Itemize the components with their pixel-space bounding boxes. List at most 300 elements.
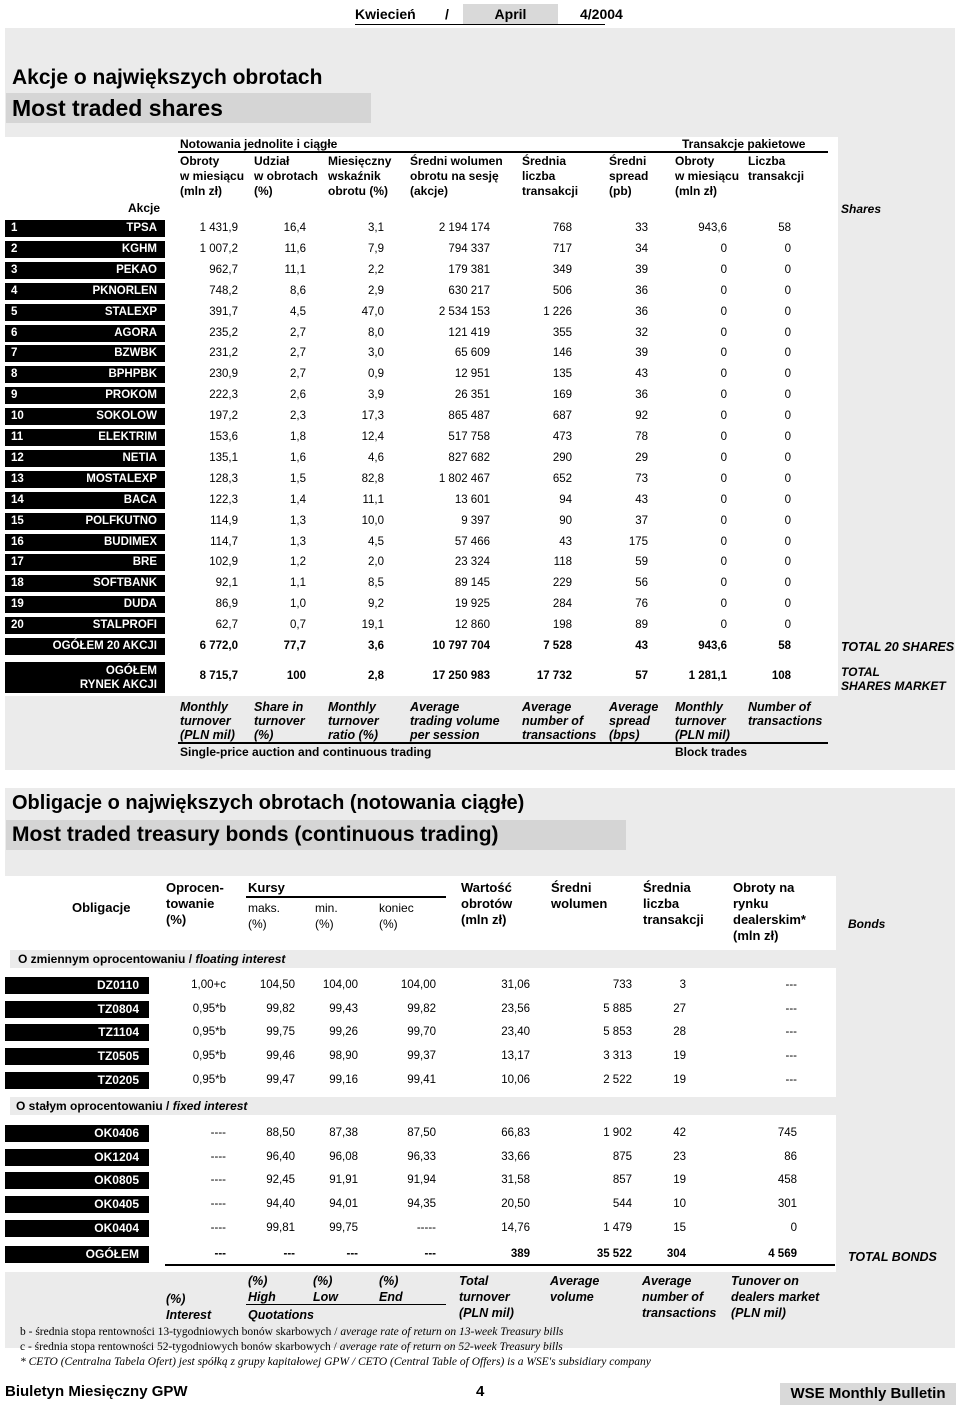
table-cell: 82,8 bbox=[361, 472, 384, 485]
header-wartosc-line: (mln zł) bbox=[461, 912, 507, 927]
table-cell: 1 902 bbox=[603, 1127, 632, 1139]
share-header-line: Obroty bbox=[675, 154, 715, 168]
table-row bbox=[0, 220, 830, 237]
table-cell: 12,4 bbox=[361, 431, 384, 443]
rank-number: 12 bbox=[11, 451, 24, 464]
totalmarket-en bbox=[841, 665, 946, 693]
table-cell: 3 bbox=[679, 979, 686, 991]
rank-number: 9 bbox=[11, 389, 18, 402]
table-cell: 43 bbox=[635, 368, 648, 381]
total-cell: 58 bbox=[778, 640, 791, 652]
share-header-line: Średni wolumen bbox=[410, 154, 503, 168]
table-cell: 15 bbox=[673, 1221, 686, 1234]
table-cell: 122,3 bbox=[209, 493, 238, 506]
total-cell: --- bbox=[424, 1248, 436, 1260]
share-header-line: transakcji bbox=[522, 184, 579, 198]
table-cell: 169 bbox=[552, 389, 572, 402]
table-cell: 11,6 bbox=[284, 242, 306, 255]
header-wartosc bbox=[461, 880, 512, 928]
header-srednia-line: Średnia bbox=[643, 880, 691, 895]
share-en-header-line: turnover bbox=[675, 714, 726, 728]
table-cell: 2,3 bbox=[290, 410, 306, 423]
table-cell: 355 bbox=[552, 326, 572, 339]
total-cell: 389 bbox=[510, 1248, 530, 1260]
en-avgnum-line: transactions bbox=[642, 1306, 717, 1320]
en-end bbox=[379, 1273, 403, 1305]
table-row bbox=[0, 241, 830, 258]
rank-number: 17 bbox=[11, 556, 24, 569]
table-cell: 0 bbox=[784, 472, 791, 485]
table-cell: 745 bbox=[777, 1127, 797, 1139]
table-row bbox=[0, 1149, 830, 1166]
shares-label: Shares bbox=[841, 202, 882, 216]
fixed-en: fixed interest bbox=[172, 1099, 248, 1113]
table-cell: 86 bbox=[784, 1150, 797, 1163]
table-row bbox=[0, 387, 830, 404]
header-obroty-line: rynku bbox=[733, 896, 769, 911]
table-cell: 0 bbox=[784, 347, 791, 360]
table-cell: 0 bbox=[784, 410, 791, 423]
header-rule-bottom bbox=[178, 742, 828, 744]
table-cell: 20,50 bbox=[501, 1198, 530, 1211]
table-cell: 0,95*b bbox=[192, 1073, 226, 1086]
table-row bbox=[0, 1072, 830, 1089]
table-cell: 13,17 bbox=[501, 1050, 530, 1063]
table-cell: 391,7 bbox=[209, 305, 238, 318]
table-cell: 39 bbox=[635, 263, 648, 276]
table-cell: 962,7 bbox=[209, 263, 238, 276]
table-cell: 90 bbox=[559, 514, 572, 527]
table-cell: 2,7 bbox=[290, 326, 306, 339]
total-cell: 17 732 bbox=[536, 670, 572, 682]
total-cell: 3,6 bbox=[368, 640, 384, 652]
share-name: BACA bbox=[123, 493, 157, 506]
share-header-line: w miesiącu bbox=[180, 169, 245, 183]
table-cell: 104,00 bbox=[322, 979, 358, 991]
share-name: STALEXP bbox=[104, 305, 157, 318]
table-cell: 0 bbox=[784, 577, 791, 590]
total-cell: 77,7 bbox=[283, 640, 306, 652]
table-cell: 65 609 bbox=[454, 347, 490, 360]
table-cell: 2,9 bbox=[368, 284, 384, 297]
bond-label: DZ0110 bbox=[5, 977, 149, 994]
table-cell: 0 bbox=[784, 326, 791, 339]
table-cell: 8,6 bbox=[290, 284, 306, 297]
table-cell: 827 682 bbox=[448, 451, 490, 464]
table-cell: 96,33 bbox=[407, 1150, 436, 1163]
table-cell: 36 bbox=[635, 389, 648, 402]
share-en-header-line: turnover bbox=[180, 714, 231, 728]
rank-number: 6 bbox=[11, 326, 18, 339]
table-cell: 26 351 bbox=[454, 389, 490, 402]
bonds-total-label: OGÓŁEM bbox=[5, 1246, 149, 1263]
header-obroty bbox=[733, 880, 806, 944]
header-sredni-line: wolumen bbox=[551, 896, 608, 911]
total-cell: 4 569 bbox=[768, 1248, 797, 1260]
rank-number: 8 bbox=[11, 368, 18, 381]
share-header-5 bbox=[609, 154, 648, 199]
table-cell: 56 bbox=[635, 577, 648, 590]
share-header-line: spread bbox=[609, 169, 649, 183]
table-cell: 94,40 bbox=[266, 1198, 295, 1211]
table-cell: 135,1 bbox=[209, 451, 238, 464]
en-dealers-line: dealers market bbox=[731, 1290, 820, 1304]
share-header-line: Miesięczny bbox=[328, 154, 392, 168]
table-cell: 7,9 bbox=[368, 242, 384, 255]
table-cell: 99,41 bbox=[407, 1073, 436, 1086]
table-cell: 0 bbox=[784, 598, 791, 611]
table-cell: 98,90 bbox=[329, 1050, 358, 1063]
table-row bbox=[0, 1024, 830, 1041]
table-cell: 99,46 bbox=[266, 1050, 295, 1063]
table-cell: 0 bbox=[720, 493, 727, 506]
table-cell: 39 bbox=[635, 347, 648, 360]
share-header-7 bbox=[748, 154, 804, 184]
note-c bbox=[20, 1341, 563, 1353]
en-total-line: Total bbox=[459, 1274, 489, 1288]
table-cell: ----- bbox=[416, 1221, 436, 1234]
header-srednia bbox=[643, 880, 704, 928]
en-avgvol-line: volume bbox=[550, 1290, 594, 1304]
table-cell: 0 bbox=[784, 451, 791, 464]
table-row bbox=[0, 977, 830, 994]
share-name: STALPROFI bbox=[92, 619, 157, 632]
header-maks-line: (%) bbox=[248, 917, 267, 931]
table-cell: 47,0 bbox=[361, 305, 384, 318]
table-cell: 875 bbox=[612, 1150, 632, 1163]
share-name: TPSA bbox=[126, 222, 157, 234]
en-total-line: (PLN mil) bbox=[459, 1306, 514, 1320]
table-cell: 0 bbox=[720, 431, 727, 443]
table-cell: 57 466 bbox=[454, 535, 490, 548]
table-cell: 0 bbox=[720, 305, 727, 318]
share-en-header-line: turnover bbox=[328, 714, 379, 728]
share-name: PEKAO bbox=[116, 263, 157, 276]
table-cell: 0 bbox=[720, 619, 727, 632]
header-sredni-line: Średni bbox=[551, 880, 592, 895]
totalmarket-label-1: OGÓŁEM bbox=[105, 665, 157, 677]
obligacje-label: Obligacje bbox=[72, 900, 131, 915]
share-header-3 bbox=[410, 154, 503, 199]
total-cell: 943,6 bbox=[698, 640, 727, 652]
table-cell: 4,5 bbox=[290, 305, 306, 318]
share-en-header-line: transactions bbox=[522, 728, 597, 742]
table-cell: 114,9 bbox=[210, 514, 238, 527]
share-header-line: w miesiącu bbox=[675, 169, 740, 183]
table-row bbox=[0, 1220, 830, 1237]
table-row bbox=[0, 1172, 830, 1189]
table-cell: 2,7 bbox=[290, 347, 306, 360]
table-cell: 0,95*b bbox=[192, 1050, 226, 1063]
rank-number: 13 bbox=[11, 472, 24, 485]
share-name: SOFTBANK bbox=[93, 577, 157, 590]
total-cell: 17 250 983 bbox=[432, 670, 490, 682]
table-cell: --- bbox=[785, 1050, 797, 1063]
floating-section bbox=[10, 950, 836, 968]
table-cell: 14,76 bbox=[501, 1221, 530, 1234]
table-cell: 128,3 bbox=[209, 472, 238, 485]
table-cell: 229 bbox=[552, 577, 572, 590]
table-cell: 544 bbox=[612, 1198, 632, 1211]
header-wartosc-line: obrotów bbox=[461, 896, 513, 911]
en-interest-line: Interest bbox=[166, 1308, 212, 1322]
share-en-header-line: spread bbox=[609, 714, 650, 728]
header-obroty-line: (mln zł) bbox=[733, 928, 779, 943]
header-koniec bbox=[379, 900, 414, 932]
header-maks-line: maks. bbox=[248, 901, 281, 915]
rank-number: 19 bbox=[11, 598, 24, 611]
table-cell: 8,0 bbox=[368, 326, 384, 339]
table-cell: 1,3 bbox=[290, 535, 306, 548]
header-srednia-line: transakcji bbox=[643, 912, 704, 927]
share-name: AGORA bbox=[114, 326, 157, 339]
total-cell: 1 281,1 bbox=[688, 670, 727, 682]
table-cell: 0 bbox=[784, 368, 791, 381]
table-cell: 153,6 bbox=[209, 431, 238, 443]
table-cell: 32 bbox=[635, 326, 648, 339]
table-cell: 96,40 bbox=[266, 1150, 295, 1163]
table-cell: 104,50 bbox=[259, 979, 295, 991]
table-cell: 43 bbox=[559, 535, 572, 548]
table-cell: 96,08 bbox=[329, 1150, 358, 1163]
share-header-line: Liczba bbox=[748, 154, 786, 168]
en-low-line: (%) bbox=[313, 1274, 333, 1288]
header-oprocentowanie-line: (%) bbox=[166, 912, 187, 927]
rank-number: 18 bbox=[11, 577, 24, 590]
bonds-total-row bbox=[0, 1246, 830, 1263]
table-cell: 10 bbox=[673, 1198, 686, 1211]
table-cell: 506 bbox=[552, 284, 572, 297]
bond-label: TZ1104 bbox=[5, 1024, 149, 1041]
floating-en: floating interest bbox=[195, 952, 286, 966]
table-cell: 19,1 bbox=[361, 619, 384, 632]
table-cell: 1,3 bbox=[290, 514, 306, 527]
table-cell: 0,95*b bbox=[192, 1026, 226, 1039]
table-cell: 89 bbox=[635, 619, 648, 632]
rank-number: 1 bbox=[11, 222, 18, 234]
bond-label: OK1204 bbox=[5, 1149, 149, 1166]
table-cell: 3,0 bbox=[368, 347, 384, 360]
table-cell: 652 bbox=[552, 472, 572, 485]
table-row bbox=[0, 429, 830, 446]
share-en-header-line: Number of bbox=[748, 700, 811, 714]
table-cell: 11,1 bbox=[284, 263, 306, 276]
table-cell: 0 bbox=[720, 451, 727, 464]
table-cell: 0 bbox=[784, 514, 791, 527]
table-cell: 29 bbox=[635, 451, 648, 464]
share-name: BUDIMEX bbox=[103, 535, 157, 548]
en-interest bbox=[166, 1291, 211, 1323]
table-cell: 58 bbox=[778, 222, 791, 234]
share-name: BRE bbox=[132, 556, 157, 569]
share-name: NETIA bbox=[122, 451, 157, 464]
share-en-header-line: ratio (%) bbox=[328, 728, 378, 742]
share-en-header-line: Monthly bbox=[675, 700, 723, 714]
table-row bbox=[0, 534, 830, 551]
rank-number: 16 bbox=[11, 535, 24, 548]
table-row bbox=[0, 325, 830, 342]
share-header-line: (mln zł) bbox=[180, 184, 222, 198]
en-avgvol-line: Average bbox=[550, 1274, 600, 1288]
table-cell: 0 bbox=[784, 305, 791, 318]
table-cell: 230,9 bbox=[209, 368, 238, 381]
table-cell: 1,4 bbox=[290, 493, 306, 506]
rank-number: 14 bbox=[11, 493, 24, 506]
bonds-total-rule bbox=[165, 1264, 835, 1266]
table-cell: 9 397 bbox=[461, 514, 490, 527]
table-cell: 301 bbox=[777, 1198, 797, 1211]
table-cell: 1,6 bbox=[290, 451, 306, 464]
bonds-title-pl: Obligacje o największych obrotach (notowania ciągłe) bbox=[12, 792, 525, 814]
en-end-line: End bbox=[379, 1290, 403, 1304]
header-wartosc-line: Wartość bbox=[461, 880, 512, 895]
table-cell: 78 bbox=[635, 431, 648, 443]
header-obroty-line: Obroty na bbox=[733, 880, 795, 895]
header-kursy: Kursy bbox=[248, 880, 285, 895]
note-b-en: average rate of return on 13-week Treasury bills bbox=[340, 1326, 564, 1338]
table-row bbox=[0, 408, 830, 425]
share-en-header-2 bbox=[328, 700, 379, 742]
en-avgnum bbox=[642, 1273, 716, 1321]
share-name: MOSTALEXP bbox=[86, 472, 157, 485]
total-cell: 6 772,0 bbox=[199, 640, 238, 652]
table-cell: 146 bbox=[552, 347, 572, 360]
table-cell: 222,3 bbox=[209, 389, 238, 402]
table-row bbox=[0, 575, 830, 592]
share-en-header-line: turnover bbox=[254, 714, 305, 728]
month-pl: Kwiecień bbox=[355, 6, 416, 22]
total-cell: --- bbox=[346, 1248, 358, 1260]
table-cell: 0 bbox=[784, 535, 791, 548]
table-cell: 0 bbox=[720, 389, 727, 402]
table-cell: 99,82 bbox=[266, 1002, 295, 1015]
share-en-header-line: trading volume bbox=[410, 714, 500, 728]
rank-number: 5 bbox=[11, 305, 18, 318]
table-row bbox=[0, 554, 830, 571]
table-cell: 37 bbox=[635, 514, 648, 527]
total-cell: 43 bbox=[635, 640, 648, 652]
table-cell: 2,2 bbox=[368, 263, 384, 276]
table-cell: 0 bbox=[784, 431, 791, 443]
note-b bbox=[20, 1326, 563, 1338]
rank-number: 15 bbox=[11, 514, 24, 527]
totalmarket-row bbox=[0, 668, 830, 685]
note-c-pl: c - średnia stopa rentowności 52-tygodniowych bonów skarbowych / bbox=[20, 1341, 337, 1353]
note-b-pl: b - średnia stopa rentowności 13-tygodniowych bonów skarbowych / bbox=[20, 1326, 338, 1338]
en-interest-line: (%) bbox=[166, 1292, 186, 1306]
total-cell: 304 bbox=[666, 1248, 686, 1260]
header-sredni bbox=[551, 880, 607, 912]
fixed-label: O stałym oprocentowaniu bbox=[16, 1099, 163, 1113]
table-cell: 76 bbox=[635, 598, 648, 611]
table-cell: 99,43 bbox=[329, 1002, 358, 1015]
akcje-label: Akcje bbox=[128, 201, 161, 215]
table-cell: 748,2 bbox=[209, 284, 238, 297]
share-en-header-line: Monthly bbox=[328, 700, 376, 714]
table-cell: 59 bbox=[635, 556, 648, 569]
table-cell: 3,1 bbox=[368, 222, 384, 234]
table-cell: 91,91 bbox=[329, 1174, 358, 1187]
total-cell: 8 715,7 bbox=[199, 670, 238, 682]
table-cell: 3 313 bbox=[603, 1050, 632, 1063]
share-header-0 bbox=[180, 154, 244, 199]
table-cell: 0 bbox=[720, 347, 727, 360]
table-cell: 92 bbox=[635, 410, 648, 423]
table-cell: 19 bbox=[673, 1050, 686, 1063]
share-header-6 bbox=[675, 154, 739, 199]
table-cell: --- bbox=[785, 1073, 797, 1086]
table-cell: 8,5 bbox=[368, 577, 384, 590]
table-cell: --- bbox=[785, 979, 797, 991]
bond-label: OK0406 bbox=[5, 1125, 149, 1142]
table-cell: 0 bbox=[790, 1221, 797, 1234]
table-cell: 28 bbox=[673, 1026, 686, 1039]
table-cell: 0 bbox=[720, 410, 727, 423]
table-row bbox=[0, 366, 830, 383]
share-header-line: Średni bbox=[609, 154, 647, 168]
totalmarket-label-2: RYNEK AKCJI bbox=[79, 679, 157, 691]
table-row bbox=[0, 262, 830, 279]
en-end-line: (%) bbox=[379, 1274, 399, 1288]
table-cell: 23,56 bbox=[501, 1002, 530, 1015]
table-cell: ---- bbox=[210, 1221, 226, 1234]
share-en-header-line: Average bbox=[522, 700, 572, 714]
table-cell: 733 bbox=[612, 979, 632, 991]
table-cell: --- bbox=[785, 1026, 797, 1039]
table-cell: 121 419 bbox=[448, 326, 490, 339]
table-cell: 99,75 bbox=[329, 1221, 358, 1234]
table-cell: 0 bbox=[720, 535, 727, 548]
header-oprocentowanie bbox=[166, 880, 224, 928]
table-cell: 23 bbox=[673, 1150, 686, 1163]
share-en-header-line: Average bbox=[609, 700, 659, 714]
table-row bbox=[0, 1196, 830, 1213]
table-row bbox=[0, 513, 830, 530]
bond-label: TZ0804 bbox=[5, 1001, 149, 1018]
share-header-line: (pb) bbox=[609, 184, 632, 198]
table-cell: 12 860 bbox=[454, 619, 490, 632]
table-row bbox=[0, 492, 830, 509]
table-cell: 16,4 bbox=[283, 222, 306, 234]
bond-label: OK0805 bbox=[5, 1172, 149, 1189]
table-cell: 17,3 bbox=[361, 410, 384, 423]
table-cell: 36 bbox=[635, 284, 648, 297]
table-cell: 118 bbox=[553, 556, 572, 569]
en-total-line: turnover bbox=[459, 1290, 510, 1304]
share-en-header-5 bbox=[609, 700, 658, 742]
table-row bbox=[0, 471, 830, 488]
table-cell: 1,0 bbox=[290, 598, 306, 611]
table-row bbox=[0, 617, 830, 634]
table-cell: 94 bbox=[559, 493, 572, 506]
table-cell: 231,2 bbox=[209, 347, 238, 360]
table-cell: 92,45 bbox=[266, 1174, 295, 1187]
rank-number: 2 bbox=[11, 242, 18, 255]
share-name: DUDA bbox=[123, 598, 157, 611]
table-cell: 99,26 bbox=[329, 1026, 358, 1039]
table-cell: 99,37 bbox=[407, 1050, 436, 1063]
table-cell: 284 bbox=[552, 598, 572, 611]
bond-label: TZ0505 bbox=[5, 1048, 149, 1065]
header-min-line: min. bbox=[315, 901, 338, 915]
table-cell: 179 381 bbox=[448, 263, 490, 276]
table-cell: 19 925 bbox=[454, 598, 490, 611]
share-header-line: Obroty bbox=[180, 154, 220, 168]
footer-left: Biuletyn Miesięczny GPW bbox=[5, 1383, 188, 1400]
total-cell: --- bbox=[214, 1248, 226, 1260]
share-en-header-line: Average bbox=[410, 700, 460, 714]
table-cell: 99,75 bbox=[266, 1026, 295, 1039]
